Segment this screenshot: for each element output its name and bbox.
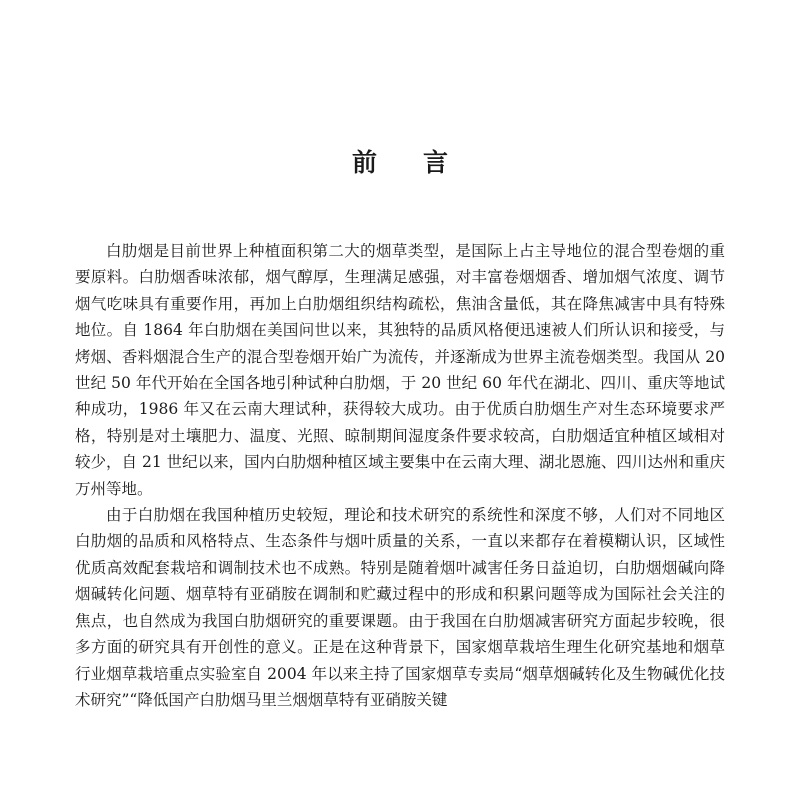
preface-body bbox=[75, 238, 725, 713]
page-title bbox=[0, 143, 800, 179]
title-char-1: 前 bbox=[351, 148, 377, 177]
paragraph-1: 白肋烟是目前世界上种植面积第二大的烟草类型，是国际上占主导地位的混合型卷烟的重要原料。白肋烟香味浓郁，烟气醇厚，生理满足感强，对丰富卷烟烟香、增加烟气浓度、调节烟气吃味具有重要作用，再加上白肋烟组织结构疏松，焦油含量低，其在降焦减害中具有特殊地位。自 1864 年白肋烟在美国问世以来，其独特的品质风格便迅速被人们所认识和接受，与烤烟、香料烟混合生产的混合型卷烟开始广为流传，并逐渐成为世界主流卷烟类型。我国从 20 世纪 50 年代开始在全国各地引种试种白肋烟，于 20 世纪 60 年代在湖北、四川、重庆等地试种成功，1986 年又在云南大理试种，获得较大成功。由于优质白肋烟生产对生态环境要求严格，特别是对土壤肥力、温度、光照、晾制期间湿度条件要求较高，白肋烟适宜种植区域相对较少，自 21 世纪以来，国内白肋烟种植区域主要集中在云南大理、湖北恩施、四川达州和重庆万州等地。 bbox=[75, 242, 725, 498]
paragraph-2: 由于白肋烟在我国种植历史较短，理论和技术研究的系统性和深度不够，人们对不同地区白肋烟的品质和风格特点、生态条件与烟叶质量的关系，一直以来都存在着模糊认识，区域性优质高效配套栽培和调制技术也不成熟。特别是随着烟叶减害任务日益迫切，白肋烟烟碱向降烟碱转化问题、烟草特有亚硝胺在调制和贮藏过程中的形成和积累问题等成为国际社会关注的焦点，也自然成为我国白肋烟研究的重要课题。由于我国在白肋烟减害研究方面起步较晚，很多方面的研究具有开创性的意义。正是在这种背景下，国家烟草栽培生理生化研究基地和烟草行业烟草栽培重点实验室自 2004 年以来主持了国家烟草专卖局“烟草烟碱转化及生物碱优化技术研究”“降低国产白肋烟马里兰烟烟草特有亚硝胺关键 bbox=[75, 506, 725, 709]
title-char-2: 言 bbox=[423, 148, 449, 177]
